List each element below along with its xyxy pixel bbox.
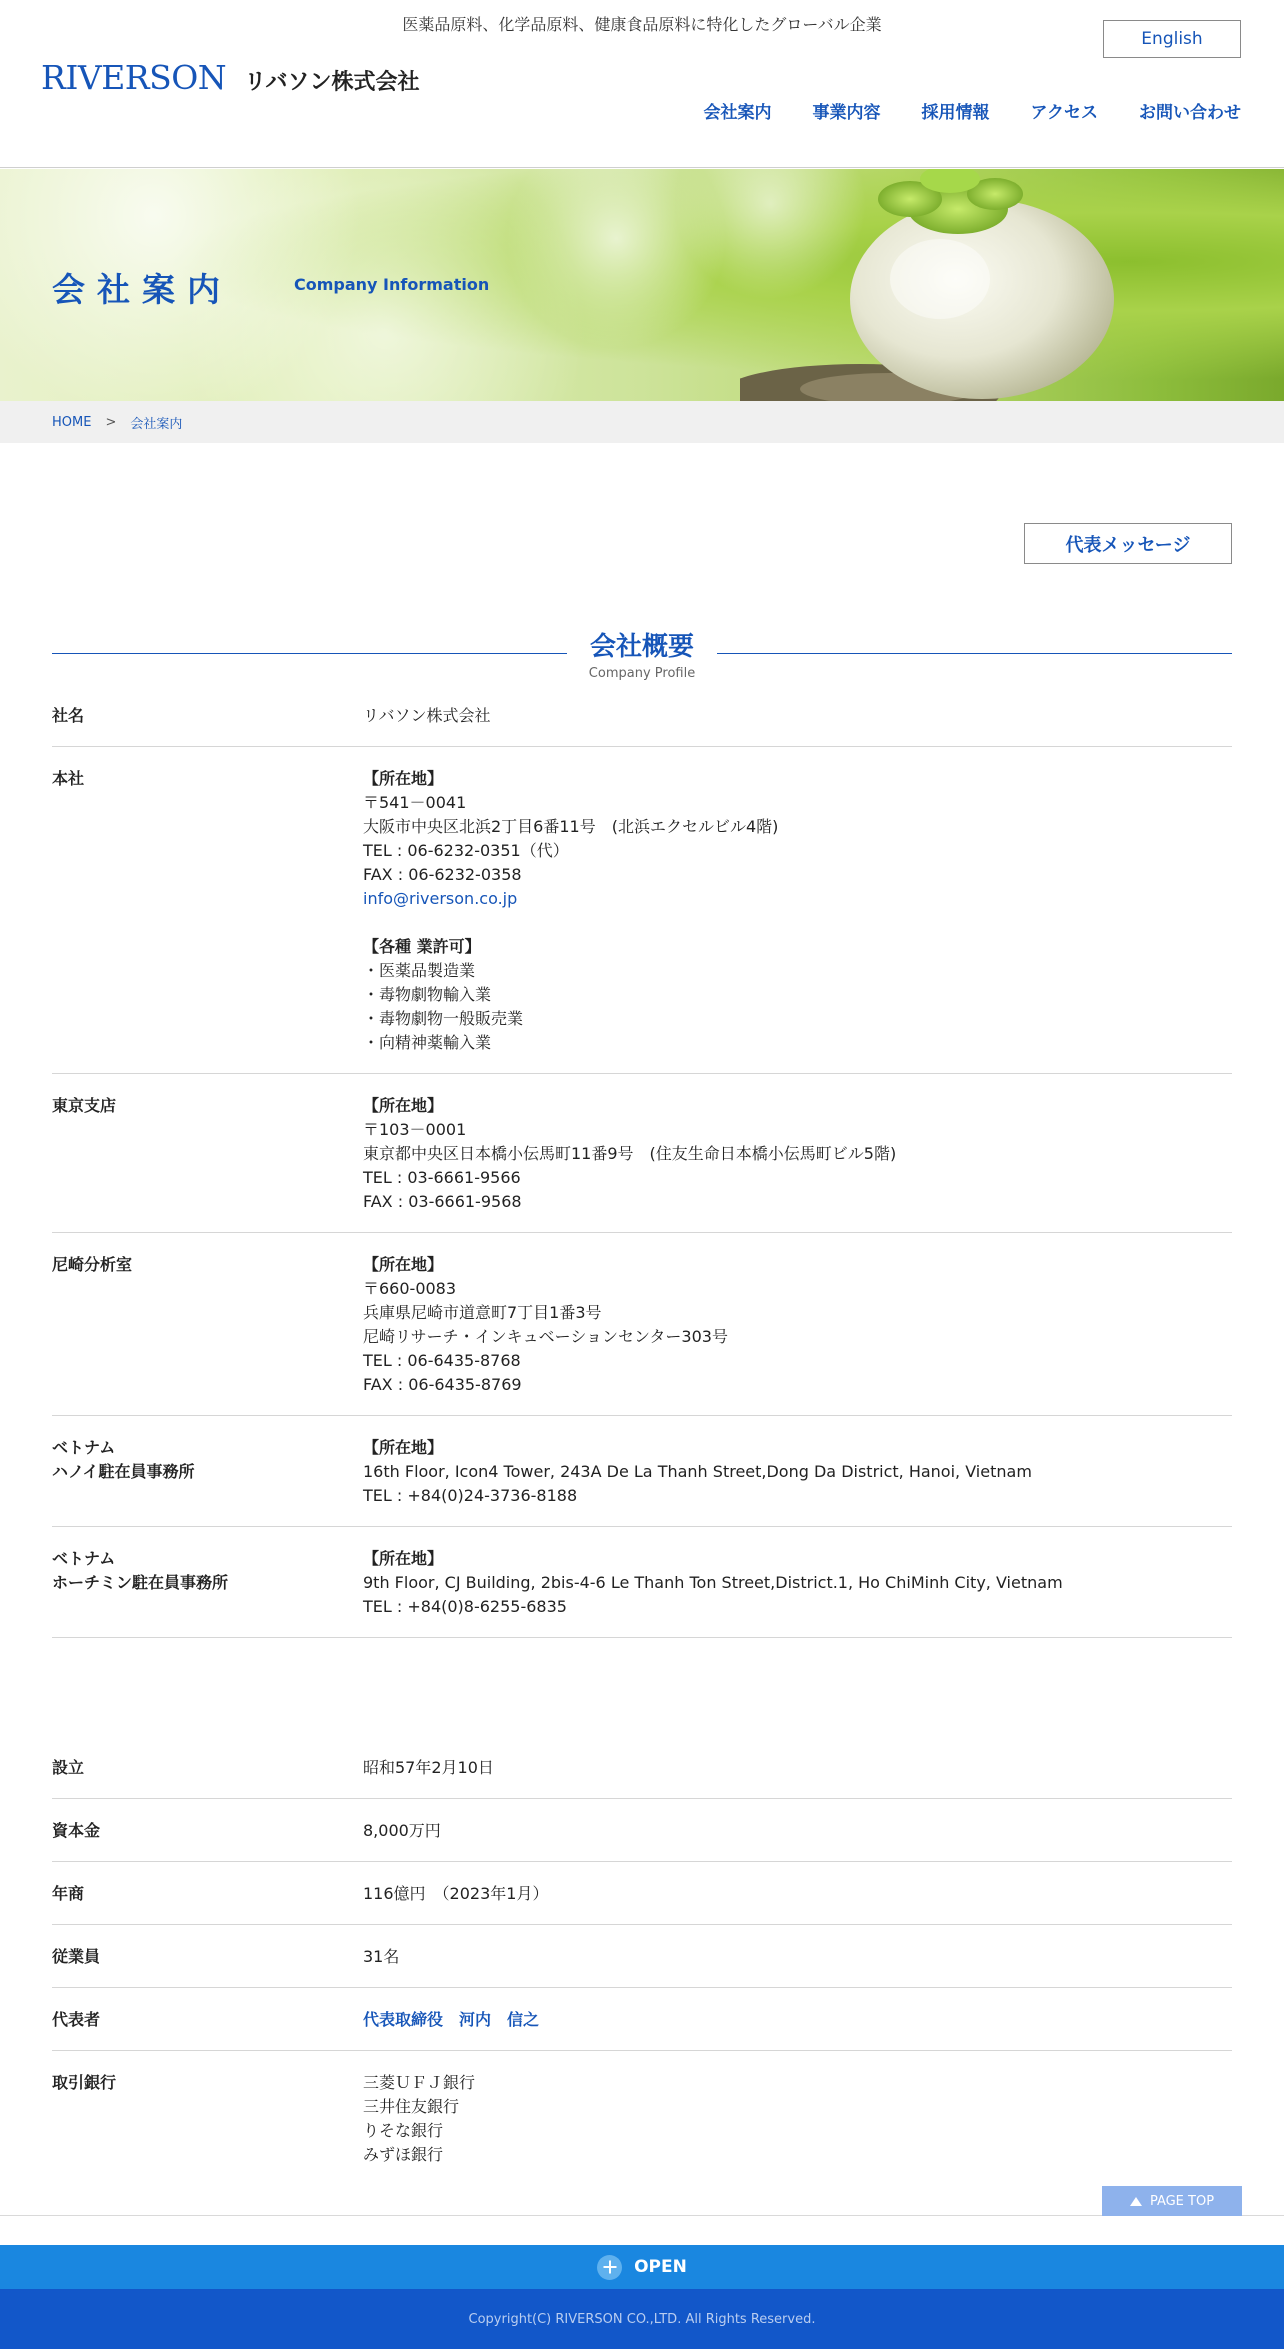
table-row <box>52 686 1232 747</box>
row-value <box>363 2008 1232 2032</box>
license-heading: 【各種 業許可】 <box>363 937 481 956</box>
row-value <box>363 2071 1232 2167</box>
license-item: ・毒物劇物一般販売業 <box>363 1009 524 1028</box>
tel: TEL : +84(0)24-3736-8188 <box>363 1486 578 1505</box>
address: 16th Floor, Icon4 Tower, 243A De La Thanh Street,Dong Da District, Hanoi, Vietnam <box>363 1462 1032 1481</box>
postal-code: 〒541－0041 <box>363 793 467 812</box>
section-title-text: 会社概要 <box>580 632 704 662</box>
english-button[interactable]: English <box>1103 20 1241 58</box>
table-row <box>52 1799 1232 1862</box>
row-value <box>363 1547 1232 1619</box>
table-row <box>52 1527 1232 1638</box>
license-item: ・向精神薬輸入業 <box>363 1033 492 1052</box>
main-nav <box>704 98 1242 123</box>
breadcrumb-current[interactable]: 会社案内 <box>130 416 183 432</box>
row-label: 代表者 <box>52 2010 101 2029</box>
header-tagline: 医薬品原料、化学品原料、健康食品原料に特化したグローバル企業 <box>402 15 882 34</box>
row-label: 従業員 <box>52 1947 101 1966</box>
table-row <box>52 1988 1232 2051</box>
nav-item-company[interactable]: 会社案内 <box>703 103 772 123</box>
row-label-line: ベトナム <box>52 1438 116 1457</box>
tel: TEL : 06-6232-0351（代） <box>363 841 569 860</box>
breadcrumb-separator: > <box>105 414 117 430</box>
bank-item: りそな銀行 <box>363 2121 444 2140</box>
table-row <box>52 1925 1232 1988</box>
row-value <box>363 767 1232 1055</box>
row-value: 116億円 （2023年1月） <box>363 1884 549 1903</box>
ceo-message-button[interactable]: 代表メッセージ <box>1024 523 1232 564</box>
address-heading: 【所在地】 <box>363 1438 444 1457</box>
row-label: 本社 <box>52 769 85 788</box>
row-value <box>363 1253 1232 1397</box>
address-heading: 【所在地】 <box>363 769 444 788</box>
row-label: 社名 <box>52 706 85 725</box>
footer-open-button[interactable] <box>0 2245 1284 2289</box>
address-heading: 【所在地】 <box>363 1549 444 1568</box>
fax: FAX : 06-6232-0358 <box>363 865 522 884</box>
open-label: OPEN <box>634 2257 687 2277</box>
copyright-text: Copyright(C) RIVERSON CO.,LTD. All Rights Reserved. <box>468 2311 816 2327</box>
row-value: リバソン株式会社 <box>363 706 491 725</box>
section-heading <box>52 624 1232 684</box>
bank-item: 三井住友銀行 <box>363 2097 460 2116</box>
row-label: 尼崎分析室 <box>52 1255 133 1274</box>
row-value: 昭和57年2月10日 <box>363 1758 494 1777</box>
tel: TEL : 03-6661-9566 <box>363 1168 521 1187</box>
plus-icon <box>597 2255 622 2280</box>
address-heading: 【所在地】 <box>363 1255 444 1274</box>
address: 東京都中央区日本橋小伝馬町11番9号 (住友生命日本橋小伝馬町ビル5階) <box>363 1144 897 1163</box>
nav-item-recruit[interactable]: 採用情報 <box>921 103 990 123</box>
arrow-up-icon <box>1130 2197 1142 2206</box>
table-row <box>52 1416 1232 1527</box>
page-top-label: PAGE TOP <box>1149 2193 1215 2209</box>
tel: TEL : 06-6435-8768 <box>363 1351 521 1370</box>
table-row <box>52 1862 1232 1925</box>
row-label: 年商 <box>52 1884 85 1903</box>
logo-wordmark: RIVERSON <box>41 58 227 97</box>
page-top-button[interactable] <box>1102 2186 1242 2216</box>
row-label: 資本金 <box>52 1821 101 1840</box>
address: 9th Floor, CJ Building, 2bis-4-6 Le Thanh Ton Street,District.1, Ho ChiMinh City, Vietnam <box>363 1573 1063 1592</box>
site-header <box>0 0 1284 168</box>
row-label: 取引銀行 <box>52 2073 117 2092</box>
row-value <box>363 1436 1232 1508</box>
license-item: ・毒物劇物輸入業 <box>363 985 492 1004</box>
row-label: 東京支店 <box>52 1096 117 1115</box>
section-subtitle: Company Profile <box>588 666 696 681</box>
hero-title: 会社案内 <box>52 270 232 309</box>
table-row <box>52 1233 1232 1416</box>
table-row <box>52 1074 1232 1233</box>
nav-item-access[interactable]: アクセス <box>1030 103 1098 123</box>
company-profile-table <box>52 686 1232 1638</box>
breadcrumb-home-link[interactable]: HOME <box>52 414 92 430</box>
email-link[interactable]: info@riverson.co.jp <box>363 889 518 908</box>
row-value <box>363 1094 1232 1214</box>
row-value: 8,000万円 <box>363 1821 441 1840</box>
row-label-line: ホーチミン駐在員事務所 <box>52 1573 229 1592</box>
row-label <box>52 1547 363 1619</box>
hero-subtitle: Company Information <box>294 275 490 294</box>
row-value: 31名 <box>363 1947 400 1966</box>
table-row <box>52 1736 1232 1799</box>
breadcrumb <box>0 401 1284 443</box>
footer-divider <box>0 2215 1284 2216</box>
bank-item: みずほ銀行 <box>363 2145 444 2164</box>
table-row <box>52 2051 1232 2185</box>
logo-company-name: リバソン株式会社 <box>244 70 420 95</box>
address: 大阪市中央区北浜2丁目6番11号 (北浜エクセルビル4階) <box>363 817 779 836</box>
row-label-line: ハノイ駐在員事務所 <box>52 1462 195 1481</box>
nav-item-business[interactable]: 事業内容 <box>812 103 881 123</box>
nav-item-contact[interactable]: お問い合わせ <box>1139 103 1241 123</box>
company-info-table <box>52 1736 1232 2185</box>
postal-code: 〒660-0083 <box>363 1279 457 1298</box>
tel: TEL : +84(0)8-6255-6835 <box>363 1597 567 1616</box>
egg-sprout-image <box>740 169 1284 401</box>
hero-banner <box>0 169 1284 401</box>
postal-code: 〒103－0001 <box>363 1120 467 1139</box>
bank-item: 三菱ＵＦＪ銀行 <box>363 2073 476 2092</box>
table-row <box>52 747 1232 1074</box>
address: 兵庫県尼崎市道意町7丁目1番3号 <box>363 1303 602 1322</box>
row-label-line: ベトナム <box>52 1549 116 1568</box>
fax: FAX : 06-6435-8769 <box>363 1375 522 1394</box>
site-logo[interactable] <box>41 58 420 97</box>
row-label: 設立 <box>52 1758 85 1777</box>
row-label <box>52 1436 363 1508</box>
license-item: ・医薬品製造業 <box>363 961 476 980</box>
address-heading: 【所在地】 <box>363 1096 444 1115</box>
address-line-2: 尼崎リサーチ・インキュベーションセンター303号 <box>363 1327 728 1346</box>
section-title <box>52 626 1232 663</box>
fax: FAX : 03-6661-9568 <box>363 1192 522 1211</box>
representative-link[interactable]: 代表取締役 河内 信之 <box>363 2010 540 2029</box>
copyright-bar <box>0 2289 1284 2349</box>
